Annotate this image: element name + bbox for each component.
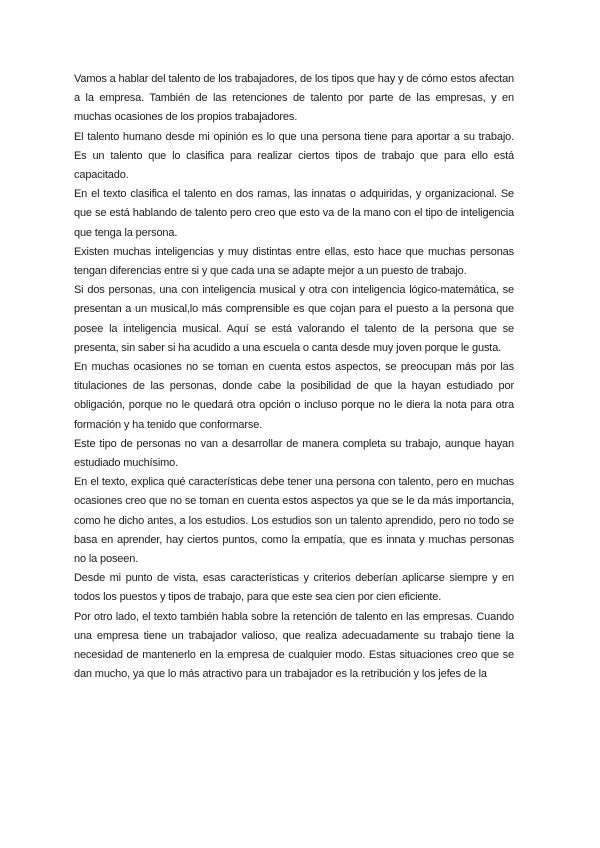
paragraph-punto-de-vista: Desde mi punto de vista, esas características y criterios deberían aplicarse siempre y en todos los puestos y tipos de trabajo, para que este sea cien por cien eficiente. [74,572,514,604]
paragraph-retencion: Por otro lado, el texto también habla sobre la retención de talento en las empresas. Cuando una empresa tiene un trabajador valioso, que realiza adecuadamente su trabajo tiene la necesidad de mantenerlo en la empresa de cualquier modo. Estas situaciones creo que se dan mucho, ya que lo más atractivo para un trabajador es la retribución y los jefes de la [74,610,514,681]
paragraph-titulaciones: En muchas ocasiones no se toman en cuenta estos aspectos, se preocupan más por las titulaciones de las personas, donde cabe la posibilidad de que la hayan estudiado por obligación, porque no le quedará otra opción o incluso porque no le diera la nota para otra formación y ha tenido que conformarse. [74,361,514,431]
paragraph-desarrollo: Este tipo de personas no van a desarrollar de manera completa su trabajo, aunque hayan estudiado muchísimo. [74,437,514,470]
paragraph-ejemplo-musical: Si dos personas, una con inteligencia musical y otra con inteligencia lógico-matemática, se presentan a un musical,lo más comprensible es que cojan para el puesto a la persona que posee la inteligencia musical. Aquí se está valorando el talento de la persona que se presenta, sin saber si ha acudido a una escuela o canta desde muy joven porque le gusta. [74,284,514,354]
paragraph-talento-humano: El talento humano desde mi opinión es lo que una persona tiene para aportar a su trabajo. Es un talento que lo clasifica para realizar ciertos tipos de trabajo que para ello está capacitado. [74,130,514,182]
paragraph-inteligencias: Existen muchas inteligencias y muy distintas entre ellas, esto hace que muchas personas tengan diferencias entre si y que cada una se adapte mejor a un puesto de trabajo. [74,245,514,278]
paragraph-clasificacion: En el texto clasifica el talento en dos ramas, las innatas o adquiridas, y organizacional. Se que se está hablando de talento pero creo que esto va de la mano con el tipo de inteligencia que tenga la persona. [74,188,514,239]
paragraph-intro: Vamos a hablar del talento de los trabajadores, de los tipos que hay y de cómo estos afectan a la empresa. También de las retenciones de talento por parte de las empresas, y en muchas ocasiones de los propios trabajadores. [74,73,514,124]
paragraph-caracteristicas: En el texto, explica qué características debe tener una persona con talento, pero en muchas ocasiones creo que no se toman en cuenta estos aspectos ya que se le da más importancia, como he dicho antes, a los estudios. Los estudios son un talento aprendido, pero no todo se basa en aprender, hay ciertos puntos, como la empatía, que es innata y muchas personas no la poseen. [74,476,514,566]
